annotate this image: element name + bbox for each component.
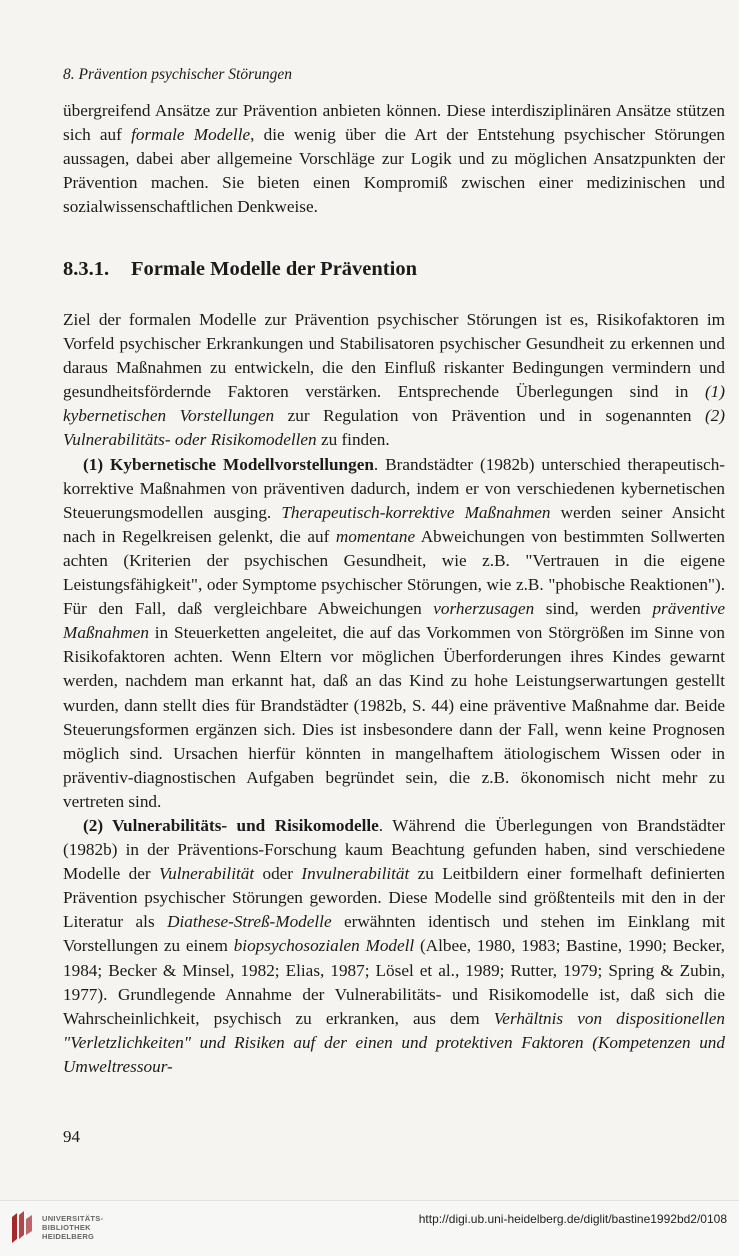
text-run: oder bbox=[254, 864, 302, 884]
text-run: werden seiner Ansicht nach in Regelkreisen gelenkt, die auf bbox=[63, 502, 726, 546]
text-run: (Albee, 1980, 1983; Bastine, 1990; Becker, 1984; Becker & Minsel, 1982; Elias, 1987; Lösel et al., 1989; Rutter, 1979; Spring & Zubin, 1977). Grundlegende Annahme der Vulnerabilitäts- und Risikomodelle ist, daß sich die Wahrscheinlichkeit, psychisch zu erkranken, aus dem bbox=[63, 936, 725, 1028]
library-name-line: BIBLIOTHEK bbox=[42, 1223, 91, 1232]
text-run: , die wenig über die Art der Entstehung psychischer Störungen aussagen, dabei aber allgemeine Vorschläge zur Logik und zu möglichen Ansatzpunkten der Prävention machen. Sie bieten einen Kompromiß zwischen einer medizinischen und sozialwissenschaftlichen Denkweise. bbox=[63, 125, 726, 217]
running-head: 8. Prävention psychischer Störungen bbox=[63, 66, 293, 83]
page-number: 94 bbox=[63, 1127, 80, 1146]
section-heading bbox=[63, 258, 417, 281]
emphasis: Vulnerabilität bbox=[158, 864, 255, 884]
emphasis: momentane bbox=[335, 526, 416, 546]
emphasis: Therapeutisch-korrektive Maßnahmen bbox=[281, 502, 551, 522]
text-run: Ziel der formalen Modelle zur Prävention psychischer Störungen ist es, Risikofaktoren im Vorfeld psychischer Erkrankungen und Stabilisatoren psychischer Gesundheit zu erkennen und daraus Maßnahmen zu entwickeln, die den Einfluß riskanter Bedingungen vermindern und gesundheitsfördernde Faktoren verstärken. Entsprechende Überlegungen sind in bbox=[63, 310, 725, 402]
library-logo-icon bbox=[8, 1209, 36, 1245]
text-run: Abweichungen von bestimmten Sollwerten achten (Kriterien der psychischen Gesundheit, wie z.B. "Vertrauen in die eigene Leistungsfähigkeit", oder Symptome psychischer Störungen, wie z.B. "phobische Reaktionen"). Für den Fall, daß vergleichbare Abweichungen bbox=[63, 526, 725, 619]
text-run: übergreifend Ansätze zur Prävention anbieten können. Diese interdisziplinären Ansätze stützen sich auf bbox=[63, 101, 725, 145]
emphasis: präventive Maßnahmen bbox=[63, 599, 725, 643]
emphasis: biopsychosozialen Modell bbox=[233, 936, 415, 956]
paragraph-2 bbox=[63, 453, 725, 814]
emphasis: (1) kybernetischen Vorstellungen bbox=[63, 382, 725, 426]
main-text bbox=[63, 308, 725, 1079]
emphasis: Invulnerabilität bbox=[301, 864, 410, 884]
text-run: zu Leitbildern einer formelhaft definierten Prävention psychischer Störungen geworden. Diese Modelle sind größtenteils mit den in der Literatur als bbox=[63, 864, 725, 932]
text-run: . Während die Überlegungen von Brandstädter (1982b) in der Präventions-Forschung kaum Beachtung gefunden haben, sind verschiedene Modelle der bbox=[63, 815, 725, 884]
emphasis: (2) Vulnerabilitäts- oder Risikomodellen bbox=[63, 406, 725, 450]
text-run: zur Regulation von Prävention und in sogenannten bbox=[274, 406, 705, 426]
paragraph-1 bbox=[63, 308, 725, 453]
text-run: . Brandstädter (1982b) unterschied therapeutisch-korrektive Maßnahmen von präventiven dadurch, indem er von verschiedenen kybernetischen Steuerungsmodellen ausging. bbox=[63, 454, 726, 522]
emphasis: Diathese-Streß-Modelle bbox=[167, 912, 332, 932]
section-number: 8.3.1. bbox=[63, 258, 110, 280]
emphasis: vorherzusagen bbox=[433, 599, 535, 619]
library-name-line: HEIDELBERG bbox=[42, 1232, 95, 1241]
source-url-link[interactable]: http://digi.ub.uni-heidelberg.de/diglit/bastine1992bd2/0108 bbox=[418, 1212, 727, 1226]
text-run: sind, werden bbox=[534, 599, 653, 619]
footer-bar bbox=[0, 1200, 739, 1256]
emphasis: formale Modelle bbox=[131, 125, 251, 145]
text-run: erwähnten identisch und stehen im Einklang mit Vorstellungen zu einem bbox=[63, 912, 725, 956]
library-name-line: UNIVERSITÄTS- bbox=[42, 1214, 104, 1223]
text-run: in Steuerketten angeleitet, die auf das Vorkommen von Störgrößen im Sinne von Risikofaktoren achten. Wenn Eltern vor möglichen Überforderungen ihres Kindes gewarnt werden, nachdem man erkannt hat, daß an das Kind zu hohe Leistungserwartungen gestellt wurden, dann stellt dies für Brandstädter (1982b, S. 44) eine präventive Maßnahme dar. Beide Steuerungsformen ergänzen sich. Dies ist insbesondere dann der Fall, wenn keine Prognosen möglich sind. Ursachen hierfür könnten in mangelhaftem ätiologischem Wissen oder in präventiv-diagnostischen Aufgaben begründet sein, die z.B. ökonomisch nicht mehr zu vertreten sind. bbox=[63, 623, 725, 811]
paragraph-heading: (1) Kybernetische Modellvorstellungen bbox=[83, 454, 374, 474]
emphasis: Verhältnis von dispositionellen "Verletzlichkeiten" und Risiken auf der einen und protektiven Faktoren (Kompetenzen und Umweltressour- bbox=[63, 1008, 725, 1076]
paragraph-3 bbox=[63, 814, 725, 1079]
intro-paragraph bbox=[63, 99, 725, 219]
section-title: Formale Modelle der Prävention bbox=[131, 258, 417, 280]
library-name bbox=[42, 1214, 103, 1241]
paragraph-heading: (2) Vulnerabilitäts- und Risikomodelle bbox=[83, 815, 379, 835]
text-run: zu finden. bbox=[316, 430, 390, 450]
